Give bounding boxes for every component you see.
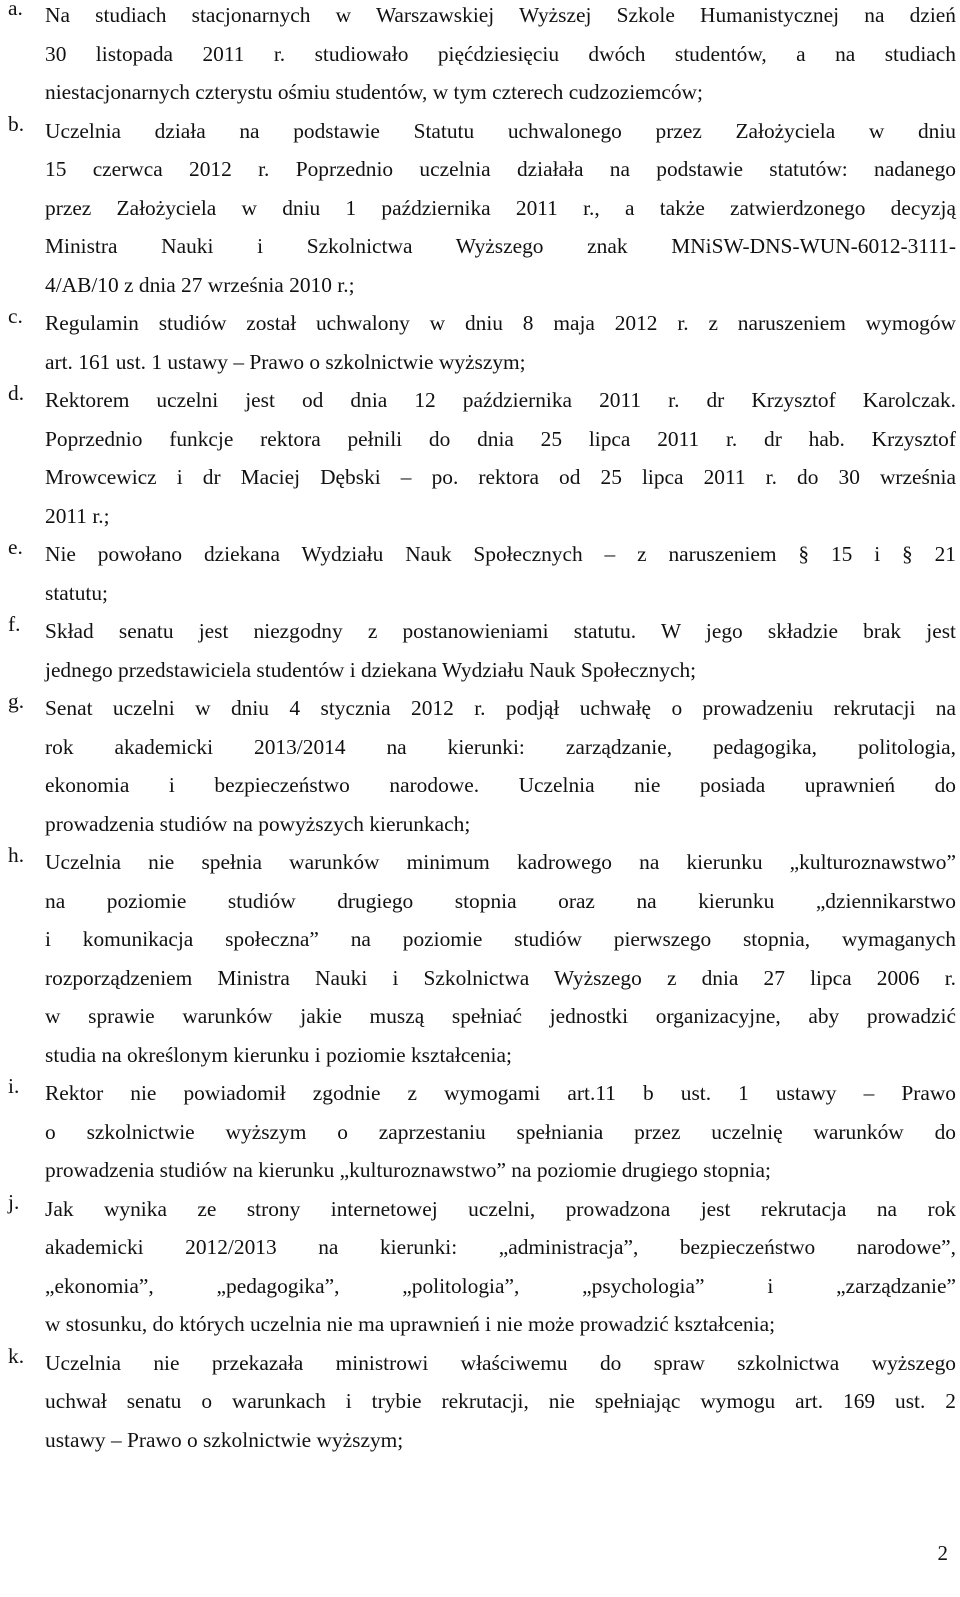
text-line: Poprzednio funkcje rektora pełnili do dnia 25 lipca 2011 r. dr hab. Krzysztof bbox=[45, 426, 956, 451]
text-line: przez Założyciela w dniu 1 października 2011 r., a także zatwierdzonego decyzją bbox=[45, 195, 956, 220]
findings-list bbox=[8, 0, 956, 1459]
list-marker: e. bbox=[8, 535, 23, 559]
list-item-b bbox=[8, 112, 956, 305]
list-marker: i. bbox=[8, 1074, 20, 1098]
text-line: uchwał senatu o warunkach i trybie rekrutacji, nie spełniając wymogu art. 169 ust. 2 bbox=[45, 1389, 956, 1413]
list-marker: j. bbox=[8, 1189, 20, 1214]
text-line: art. 161 ust. 1 ustawy – Prawo o szkolnictwie wyższym; bbox=[45, 349, 526, 374]
text-line: jednego przedstawiciela studentów i dziekana Wydziału Nauk Społecznych; bbox=[45, 657, 697, 682]
list-marker: a. bbox=[8, 0, 23, 20]
list-item-e bbox=[8, 535, 956, 612]
text-line: Mrowcewicz i dr Maciej Dębski – po. rektora od 25 lipca 2011 r. do 30 września bbox=[45, 465, 956, 489]
text-line: statutu; bbox=[45, 580, 108, 605]
text-line: Senat uczelni w dniu 4 stycznia 2012 r. podjął uchwałę o prowadzeniu rekrutacji na bbox=[45, 696, 956, 720]
text-line: Uczelnia nie spełnia warunków minimum kadrowego na kierunku „kulturoznawstwo” bbox=[45, 850, 956, 874]
text-line: Regulamin studiów został uchwalony w dniu 8 maja 2012 r. z naruszeniem wymogów bbox=[45, 311, 956, 335]
text-line: o szkolnictwie wyższym o zaprzestaniu spełniania przez uczelnię warunków do bbox=[45, 1119, 956, 1144]
text-line: prowadzenia studiów na kierunku „kulturoznawstwo” na poziomie drugiego stopnia; bbox=[45, 1158, 771, 1182]
text-line: w sprawie warunków jakie muszą spełniać jednostki organizacyjne, aby prowadzić bbox=[45, 1004, 956, 1028]
list-marker: k. bbox=[8, 1343, 25, 1368]
list-marker: g. bbox=[8, 689, 25, 713]
text-line: na poziomie studiów drugiego stopnia oraz na kierunku „dziennikarstwo bbox=[45, 888, 956, 913]
page-number: 2 bbox=[937, 1541, 948, 1565]
text-line: i komunikacja społeczna” na poziomie studiów pierwszego stopnia, wymaganych bbox=[45, 927, 956, 951]
text-line: akademicki 2012/2013 na kierunki: „administracja”, bezpieczeństwo narodowe”, bbox=[45, 1235, 956, 1259]
text-line: ustawy – Prawo o szkolnictwie wyższym; bbox=[45, 1427, 404, 1452]
text-line: Na studiach stacjonarnych w Warszawskiej Wyższej Szkole Humanistycznej na dzień bbox=[45, 3, 956, 27]
text-line: prowadzenia studiów na powyższych kierunkach; bbox=[45, 811, 471, 836]
text-line: w stosunku, do których uczelnia nie ma uprawnień i nie może prowadzić kształcenia; bbox=[45, 1312, 776, 1336]
text-line: studia na określonym kierunku i poziomie kształcenia; bbox=[45, 1042, 512, 1067]
text-line: Skład senatu jest niezgodny z postanowieniami statutu. W jego składzie brak jest bbox=[45, 619, 956, 643]
list-item-j bbox=[8, 1190, 956, 1344]
text-line: 2011 r.; bbox=[45, 503, 110, 528]
text-line: „ekonomia”, „pedagogika”, „politologia”, „psychologia” i „zarządzanie” bbox=[45, 1273, 956, 1298]
text-line: rok akademicki 2013/2014 na kierunki: zarządzanie, pedagogika, politologia, bbox=[45, 734, 956, 759]
text-line: 4/AB/10 z dnia 27 września 2010 r.; bbox=[45, 272, 355, 297]
text-line: ekonomia i bezpieczeństwo narodowe. Uczelnia nie posiada uprawnień do bbox=[45, 773, 956, 797]
list-item-d bbox=[8, 381, 956, 535]
text-line: Uczelnia nie przekazała ministrowi właściwemu do spraw szkolnictwa wyższego bbox=[45, 1350, 956, 1375]
text-line: Rektorem uczelni jest od dnia 12 października 2011 r. dr Krzysztof Karolczak. bbox=[45, 388, 956, 412]
list-item-k bbox=[8, 1344, 956, 1460]
list-item-f bbox=[8, 612, 956, 689]
list-item-c bbox=[8, 304, 956, 381]
text-line: 15 czerwca 2012 r. Poprzednio uczelnia działała na podstawie statutów: nadanego bbox=[45, 157, 956, 181]
list-marker: h. bbox=[8, 843, 25, 867]
list-item-a bbox=[8, 0, 956, 112]
list-marker: c. bbox=[8, 304, 23, 328]
text-line: Ministra Nauki i Szkolnictwa Wyższego znak MNiSW-DNS-WUN-6012-3111- bbox=[45, 234, 956, 258]
text-line: Rektor nie powiadomił zgodnie z wymogami art.11 b ust. 1 ustawy – Prawo bbox=[45, 1081, 956, 1105]
list-marker: d. bbox=[8, 381, 25, 405]
list-item-i bbox=[8, 1074, 956, 1190]
list-marker: b. bbox=[8, 111, 25, 136]
text-line: Uczelnia działa na podstawie Statutu uchwalonego przez Założyciela w dniu bbox=[45, 118, 956, 143]
text-line: 30 listopada 2011 r. studiowało pięćdziesięciu dwóch studentów, a na studiach bbox=[45, 41, 956, 66]
text-line: niestacjonarnych czterystu ośmiu studentów, w tym czterech cudzoziemców; bbox=[45, 80, 703, 104]
text-line: Nie powołano dziekana Wydziału Nauk Społecznych – z naruszeniem § 15 i § 21 bbox=[45, 542, 956, 566]
list-item-h bbox=[8, 843, 956, 1074]
list-item-g bbox=[8, 689, 956, 843]
list-marker: f. bbox=[8, 612, 21, 636]
text-line: Jak wynika ze strony internetowej uczelni, prowadzona jest rekrutacja na rok bbox=[45, 1196, 956, 1221]
text-line: rozporządzeniem Ministra Nauki i Szkolnictwa Wyższego z dnia 27 lipca 2006 r. bbox=[45, 965, 956, 990]
